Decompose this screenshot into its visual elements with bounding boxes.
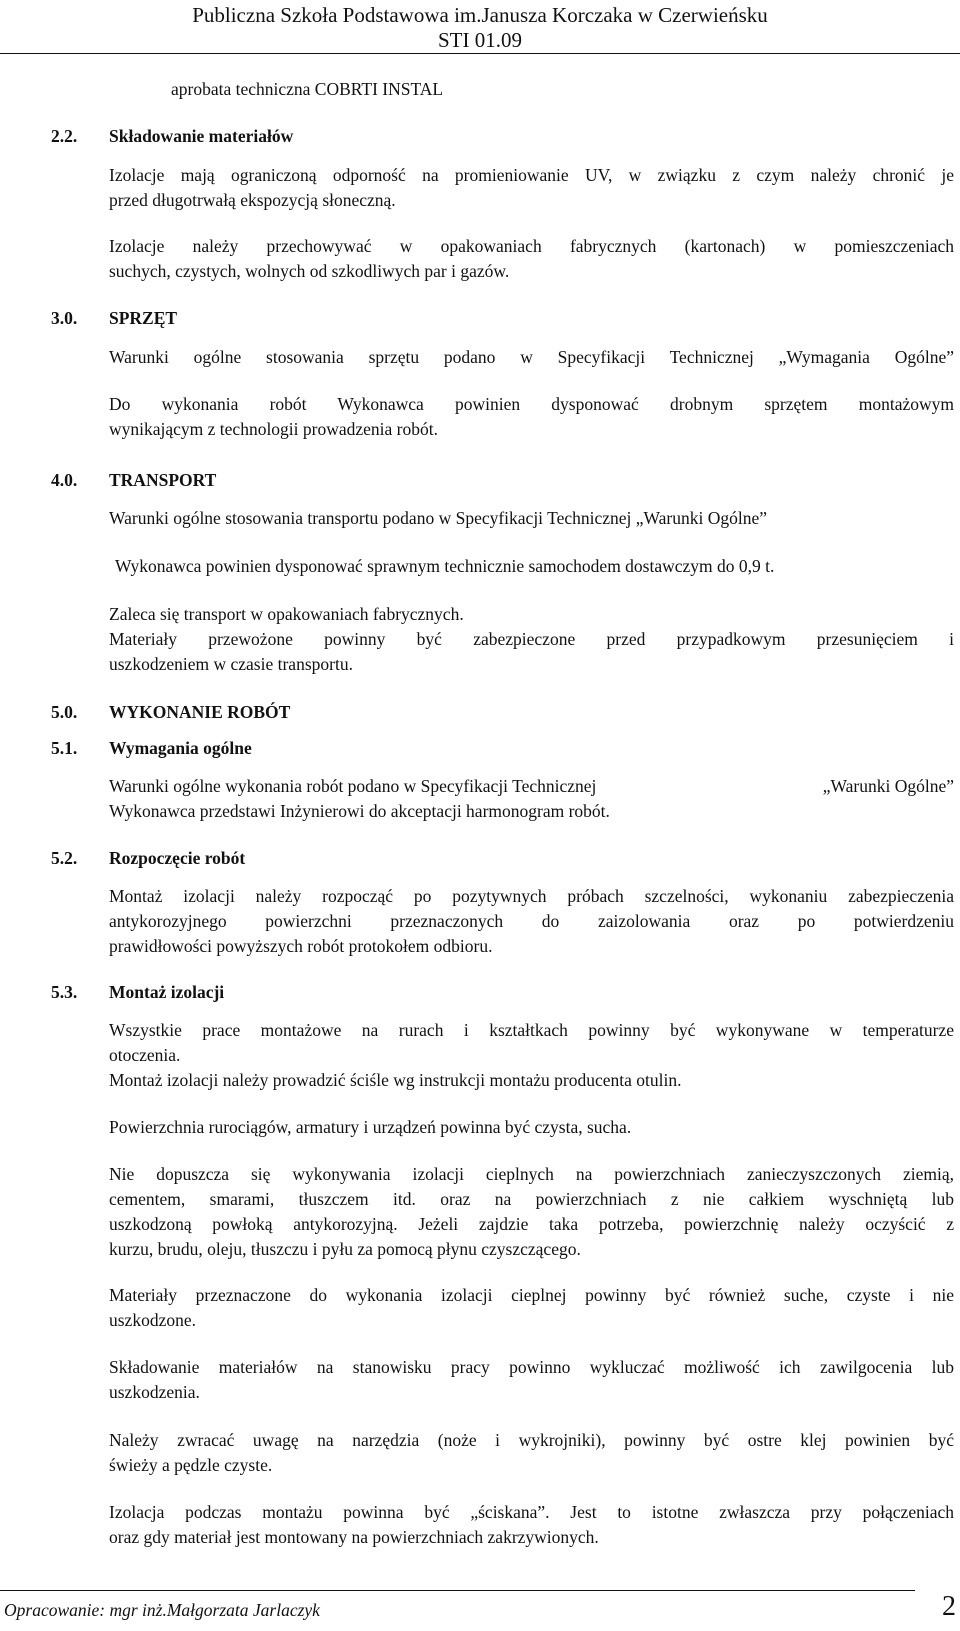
intro-line: aprobata techniczna COBRTI INSTAL — [171, 79, 444, 99]
section-number: 5.3. — [51, 982, 78, 1002]
text-line: przed długotrwałą ekspozycją słoneczną. — [109, 190, 396, 210]
text-line: Należy zwracać uwagę na narzędzia (noże i wykrojniki), powinny być ostre klej powinien być — [109, 1430, 954, 1450]
text-line: Wykonawca przedstawi Inżynierowi do akceptacji harmonogram robót. — [109, 801, 610, 821]
footer-author: Opracowanie: mgr inż.Małgorzata Jarlaczyk — [4, 1600, 320, 1620]
text-line — [109, 774, 954, 799]
paragraph — [109, 234, 954, 284]
text-line: Montaż izolacji należy rozpocząć po pozytywnych próbach szczelności, wykonaniu zabezpieczenia — [109, 886, 954, 906]
section-number: 3.0. — [51, 308, 78, 328]
section-number: 5.0. — [51, 702, 78, 722]
text-line: Warunki ogólne stosowania sprzętu podano w Specyfikacji Technicznej „Wymagania Ogólne” — [109, 347, 954, 367]
spec-code: STI 01.09 — [438, 28, 522, 52]
paragraph — [109, 1500, 954, 1550]
text-line: Nie dopuszcza się wykonywania izolacji cieplnych na powierzchniach zanieczyszczonych ziemią, — [109, 1164, 954, 1184]
text-line: uszkodzoną powłoką antykorozyjną. Jeżeli zajdzie taka potrzeba, powierzchnię należy oczyścić z — [109, 1214, 954, 1234]
paragraph — [115, 554, 960, 579]
paragraph — [109, 1355, 954, 1405]
page-header — [0, 0, 960, 53]
text-line: świeży a pędzle czyste. — [109, 1455, 273, 1475]
text-line: kurzu, brudu, oleju, tłuszczu i pyłu za pomocą płynu czyszczącego. — [109, 1239, 581, 1259]
section-number: 5.2. — [51, 848, 78, 868]
header-rule — [0, 53, 960, 54]
section-title: Rozpoczęcie robót — [109, 848, 246, 868]
paragraph — [109, 1428, 954, 1478]
paragraph — [109, 345, 954, 370]
text-line: Izolacje należy przechowywać w opakowaniach fabrycznych (kartonach) w pomieszczeniach — [109, 236, 954, 256]
paragraph — [109, 1162, 954, 1262]
paragraph — [109, 884, 954, 959]
paragraph — [109, 774, 954, 824]
text-line: Powierzchnia rurociągów, armatury i urządzeń powinna być czysta, sucha. — [109, 1117, 632, 1137]
school-name: Publiczna Szkoła Podstawowa im.Janusza Korczaka w Czerwieńsku — [192, 3, 768, 27]
page-number: 2 — [942, 1591, 956, 1622]
text-line: Do wykonania robót Wykonawca powinien dysponować drobnym sprzętem montażowym — [109, 394, 954, 414]
section-title: WYKONANIE ROBÓT — [109, 702, 291, 722]
text-line: uszkodzone. — [109, 1310, 196, 1330]
section-number: 2.2. — [51, 126, 78, 146]
text-line: Wykonawca powinien dysponować sprawnym technicznie samochodem dostawczym do 0,9 t. — [115, 556, 775, 576]
text-line: cementem, smarami, tłuszczem itd. oraz na powierzchniach z nie całkiem wyschniętą lub — [109, 1189, 954, 1209]
paragraph — [109, 392, 954, 442]
paragraph — [109, 506, 954, 531]
text-line: Składowanie materiałów na stanowisku pracy powinno wykluczać możliwość ich zawilgocenia lub — [109, 1357, 954, 1377]
text-line: antykorozyjnego powierzchni przeznaczonych do zaizolowania oraz po potwierdzeniu — [109, 911, 954, 931]
paragraph — [109, 627, 954, 677]
text-line: Montaż izolacji należy prowadzić ściśle wg instrukcji montażu producenta otulin. — [109, 1070, 682, 1090]
section-title: Wymagania ogólne — [109, 738, 252, 758]
text-line: otoczenia. — [109, 1045, 181, 1065]
text-line: Izolacja podczas montażu powinna być „ściskana”. Jest to istotne zwłaszcza przy połączeniach — [109, 1502, 954, 1522]
text-line: Materiały przeznaczone do wykonania izolacji cieplnej powinny być również suche, czyste i nie — [109, 1285, 954, 1305]
footer-rule — [0, 1590, 915, 1591]
text-line: Izolacje mają ograniczoną odporność na promieniowanie UV, w związku z czym należy chronić je — [109, 165, 954, 185]
paragraph — [109, 163, 954, 213]
paragraph — [109, 1115, 954, 1140]
text-line: uszkodzeniem w czasie transportu. — [109, 654, 353, 674]
text-line: wynikającym z technologii prowadzenia robót. — [109, 419, 438, 439]
text-line: Materiały przewożone powinny być zabezpieczone przed przypadkowym przesunięciem i — [109, 629, 954, 649]
paragraph — [109, 1283, 954, 1333]
section-number: 4.0. — [51, 470, 78, 490]
text-segment: „Warunki Ogólne” — [822, 776, 954, 796]
section-title: Składowanie materiałów — [109, 126, 294, 146]
section-title: TRANSPORT — [109, 470, 217, 490]
section-title: SPRZĘT — [109, 308, 178, 328]
section-title: Montaż izolacji — [109, 982, 225, 1002]
text-segment: Warunki ogólne wykonania robót podano w Specyfikacji Technicznej — [109, 776, 597, 796]
text-line: oraz gdy materiał jest montowany na powierzchniach zakrzywionych. — [109, 1527, 599, 1547]
text-line: prawidłowości powyższych robót protokołem odbioru. — [109, 936, 493, 956]
text-line: Warunki ogólne stosowania transportu podano w Specyfikacji Technicznej „Warunki Ogólne” — [109, 508, 768, 528]
section-number: 5.1. — [51, 738, 78, 758]
text-line: suchych, czystych, wolnych od szkodliwych par i gazów. — [109, 261, 510, 281]
text-line: uszkodzenia. — [109, 1382, 200, 1402]
paragraph — [109, 1018, 954, 1093]
paragraph — [109, 602, 954, 627]
text-line: Wszystkie prace montażowe na rurach i kształtkach powinny być wykonywane w temperaturze — [109, 1020, 954, 1040]
text-line: Zaleca się transport w opakowaniach fabrycznych. — [109, 604, 464, 624]
